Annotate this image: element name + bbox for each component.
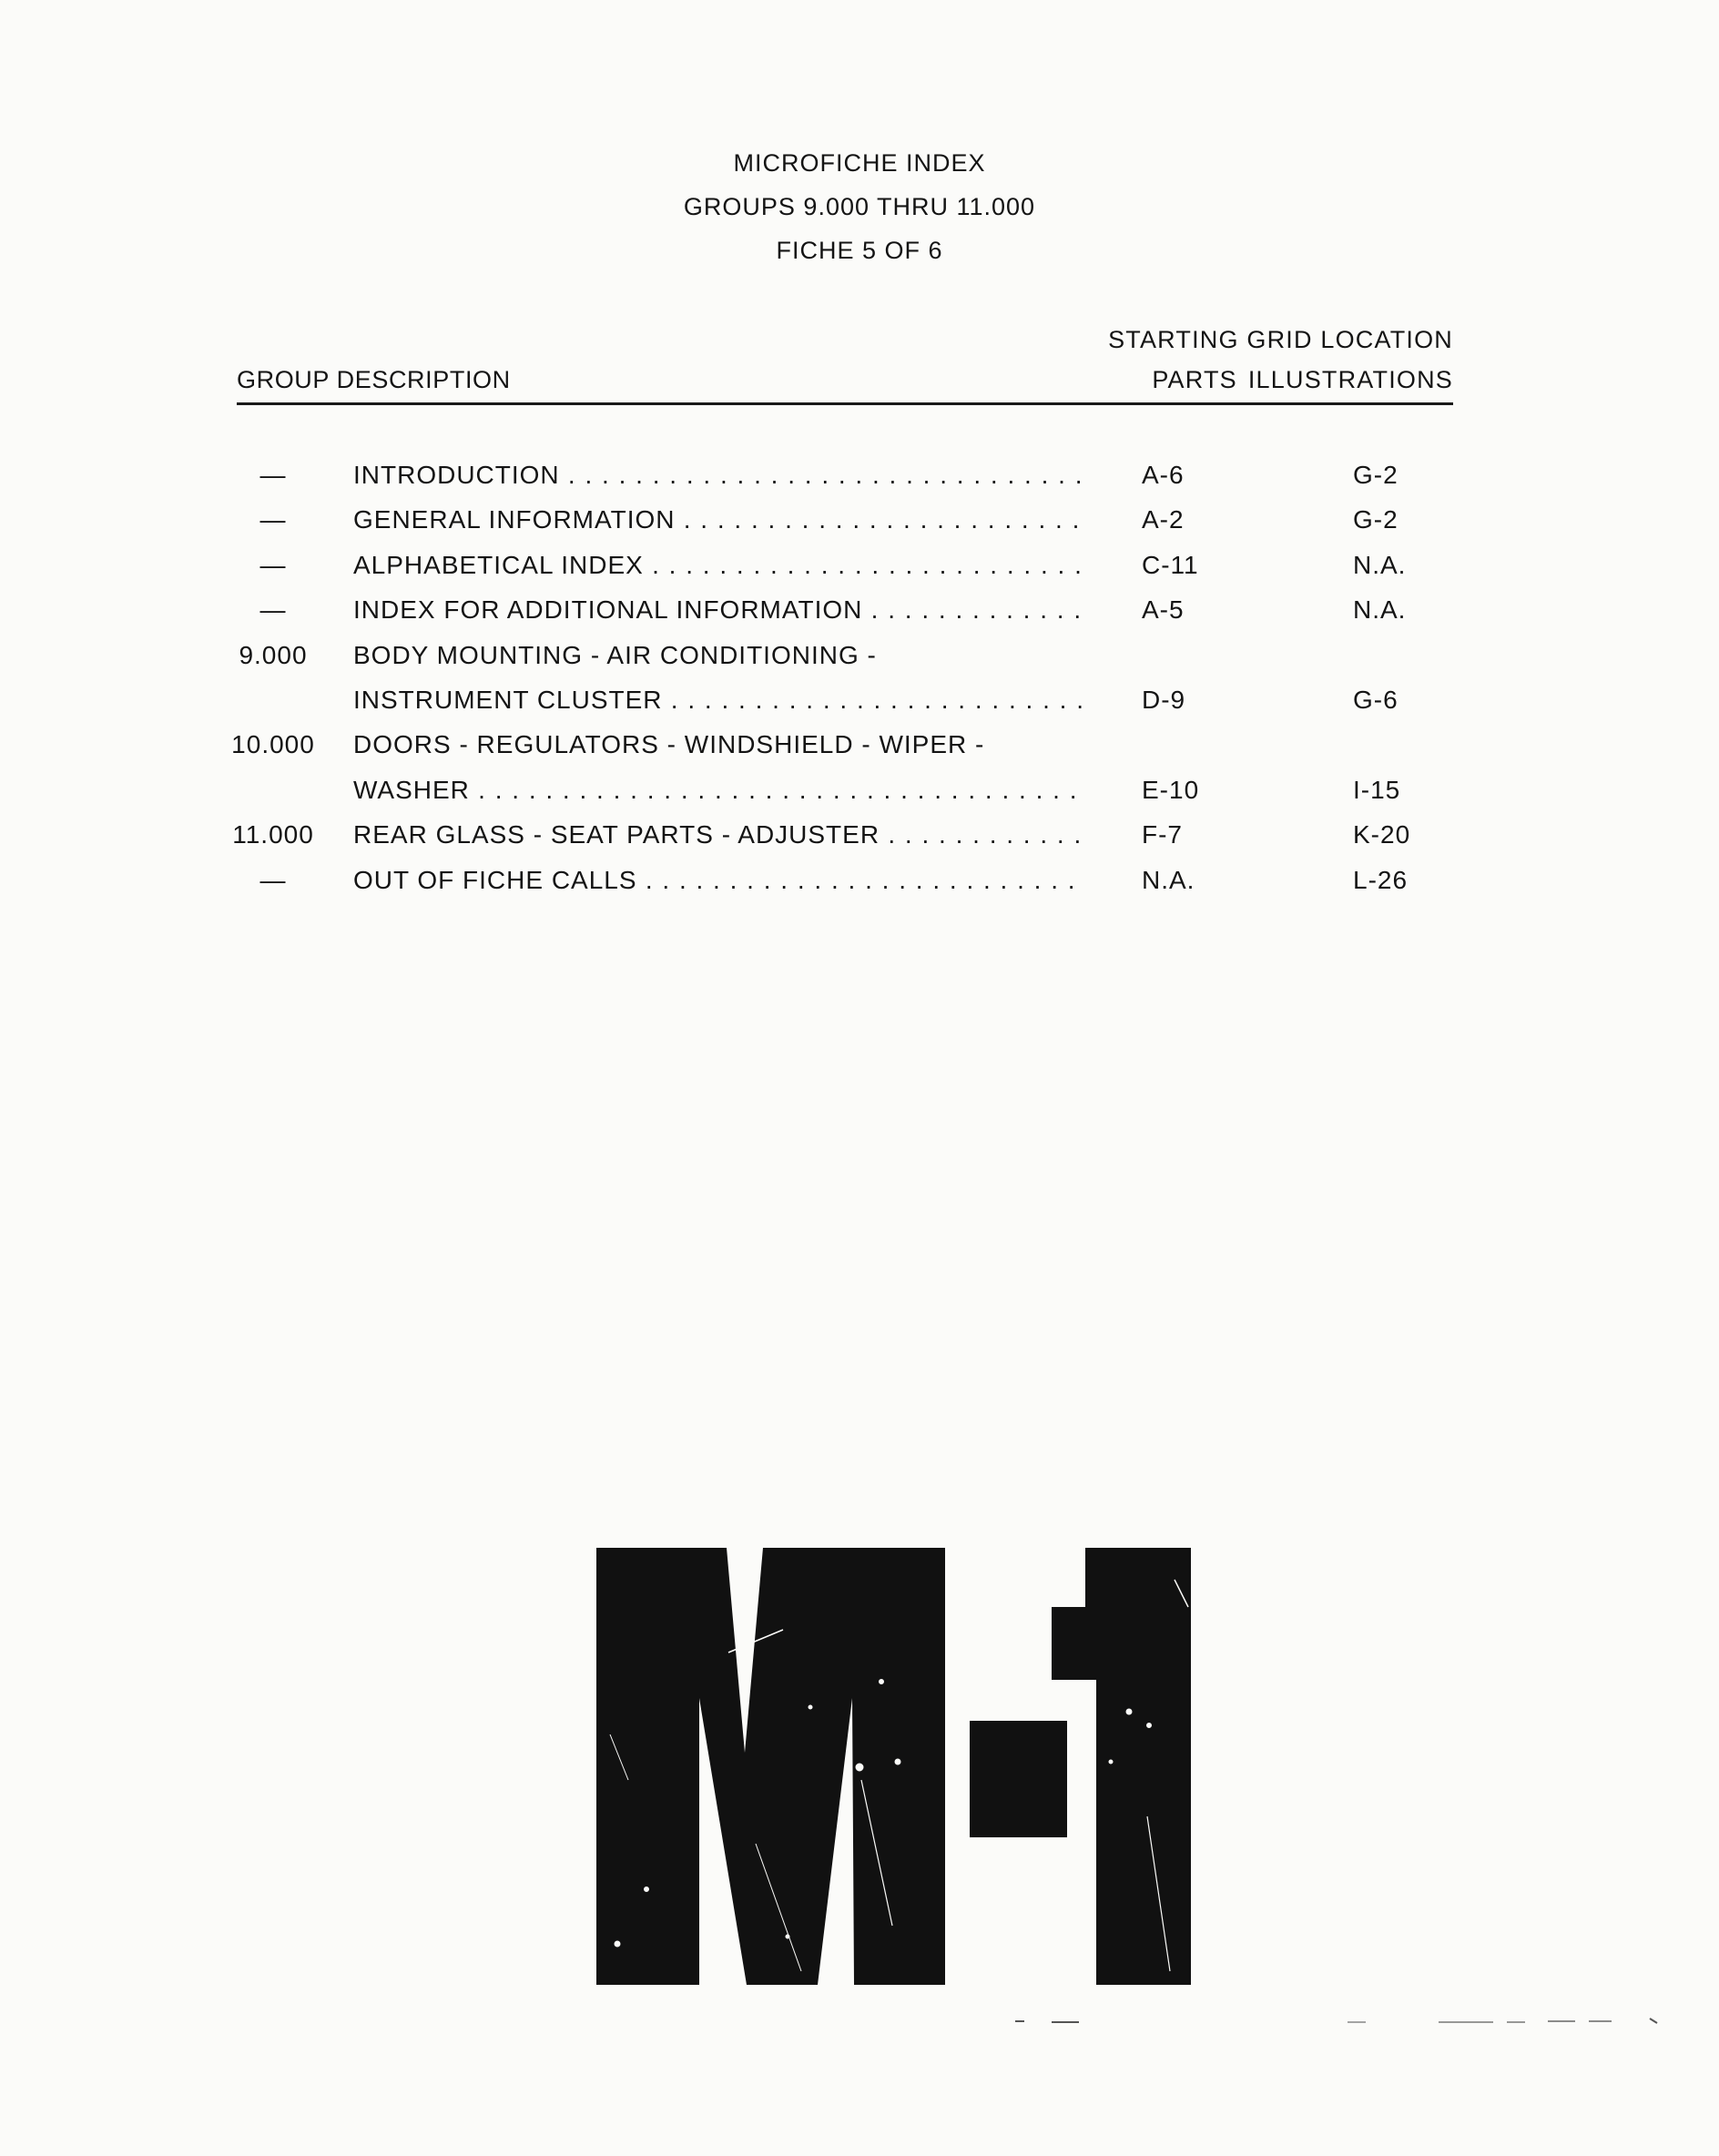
row-group: — bbox=[259, 865, 287, 894]
fiche-mark-graphic bbox=[592, 1543, 1193, 1989]
table-row bbox=[0, 590, 1719, 635]
row-parts-location: E-10 bbox=[1142, 775, 1200, 804]
table-row bbox=[0, 770, 1719, 815]
row-illustrations-location: N.A. bbox=[1353, 595, 1407, 625]
row-description bbox=[353, 730, 1082, 759]
row-description-text: DOORS - REGULATORS - WINDSHIELD - WIPER - bbox=[353, 730, 985, 759]
header-parts: PARTS bbox=[1152, 366, 1237, 393]
row-description bbox=[353, 551, 1082, 580]
row-parts-location: C-11 bbox=[1142, 550, 1199, 579]
row-description bbox=[353, 776, 1082, 805]
header-illustrations: ILLUSTRATIONS bbox=[1247, 366, 1453, 393]
row-illustrations-location: N.A. bbox=[1353, 550, 1407, 579]
table-row bbox=[0, 545, 1719, 590]
row-description bbox=[353, 505, 1082, 534]
row-parts-location: A-2 bbox=[1142, 505, 1185, 534]
row-description-text: INSTRUMENT CLUSTER bbox=[353, 685, 663, 714]
row-description-text: OUT OF FICHE CALLS bbox=[353, 865, 637, 894]
row-group: 11.000 bbox=[232, 820, 314, 849]
row-description bbox=[353, 461, 1082, 490]
row-description-text: INTRODUCTION bbox=[353, 461, 560, 489]
table-row bbox=[0, 815, 1719, 859]
row-group: 10.000 bbox=[231, 730, 315, 759]
row-description bbox=[353, 641, 1082, 670]
row-parts-location: A-6 bbox=[1142, 461, 1185, 489]
row-group: — bbox=[259, 461, 287, 489]
mark-hyphen bbox=[970, 1721, 1067, 1837]
row-parts-location: D-9 bbox=[1142, 685, 1186, 714]
row-group: — bbox=[259, 550, 287, 579]
fiche-mark-m-1 bbox=[592, 1543, 1193, 1989]
row-description-text: BODY MOUNTING - AIR CONDITIONING - bbox=[353, 640, 877, 669]
title-block bbox=[0, 141, 1719, 272]
header-starting-grid-location: STARTING GRID LOCATION bbox=[1108, 326, 1453, 353]
row-description-text: REAR GLASS - SEAT PARTS - ADJUSTER bbox=[353, 820, 880, 849]
title-groups-range: GROUPS 9.000 THRU 11.000 bbox=[683, 193, 1036, 220]
row-illustrations-location: I-15 bbox=[1353, 775, 1401, 804]
table-row bbox=[0, 636, 1719, 680]
row-illustrations-location: G-6 bbox=[1353, 685, 1399, 714]
table-row bbox=[0, 725, 1719, 769]
table-header bbox=[237, 366, 1453, 405]
row-parts-location: F-7 bbox=[1142, 820, 1183, 849]
row-description-text: GENERAL INFORMATION bbox=[353, 505, 676, 534]
table-row bbox=[0, 860, 1719, 905]
row-illustrations-location: G-2 bbox=[1353, 505, 1399, 534]
mark-letter-m bbox=[596, 1548, 945, 1985]
row-illustrations-location: G-2 bbox=[1353, 461, 1399, 489]
row-illustrations-location: L-26 bbox=[1353, 865, 1409, 894]
scan-specks bbox=[0, 2003, 1719, 2039]
row-description bbox=[353, 686, 1082, 715]
row-description bbox=[353, 595, 1082, 625]
table-row bbox=[0, 680, 1719, 725]
index-table bbox=[0, 455, 1719, 905]
row-description bbox=[353, 820, 1082, 849]
table-row bbox=[0, 455, 1719, 500]
row-parts-location: N.A. bbox=[1142, 865, 1195, 894]
row-illustrations-location: K-20 bbox=[1353, 820, 1411, 849]
row-group: — bbox=[259, 595, 287, 625]
header-columns bbox=[1152, 366, 1453, 394]
row-group: — bbox=[259, 505, 287, 534]
header-group-description: GROUP DESCRIPTION bbox=[237, 366, 511, 393]
mark-digit-one bbox=[1052, 1548, 1191, 1985]
title-microfiche-index: MICROFICHE INDEX bbox=[733, 149, 986, 177]
row-description-text: ALPHABETICAL INDEX bbox=[353, 550, 644, 579]
table-row bbox=[0, 500, 1719, 544]
row-parts-location: A-5 bbox=[1142, 595, 1185, 625]
row-group: 9.000 bbox=[239, 640, 308, 669]
title-fiche-number: FICHE 5 OF 6 bbox=[776, 237, 943, 264]
row-description bbox=[353, 866, 1082, 895]
row-description-text: INDEX FOR ADDITIONAL INFORMATION bbox=[353, 595, 863, 625]
row-description-text: WASHER bbox=[353, 775, 470, 804]
